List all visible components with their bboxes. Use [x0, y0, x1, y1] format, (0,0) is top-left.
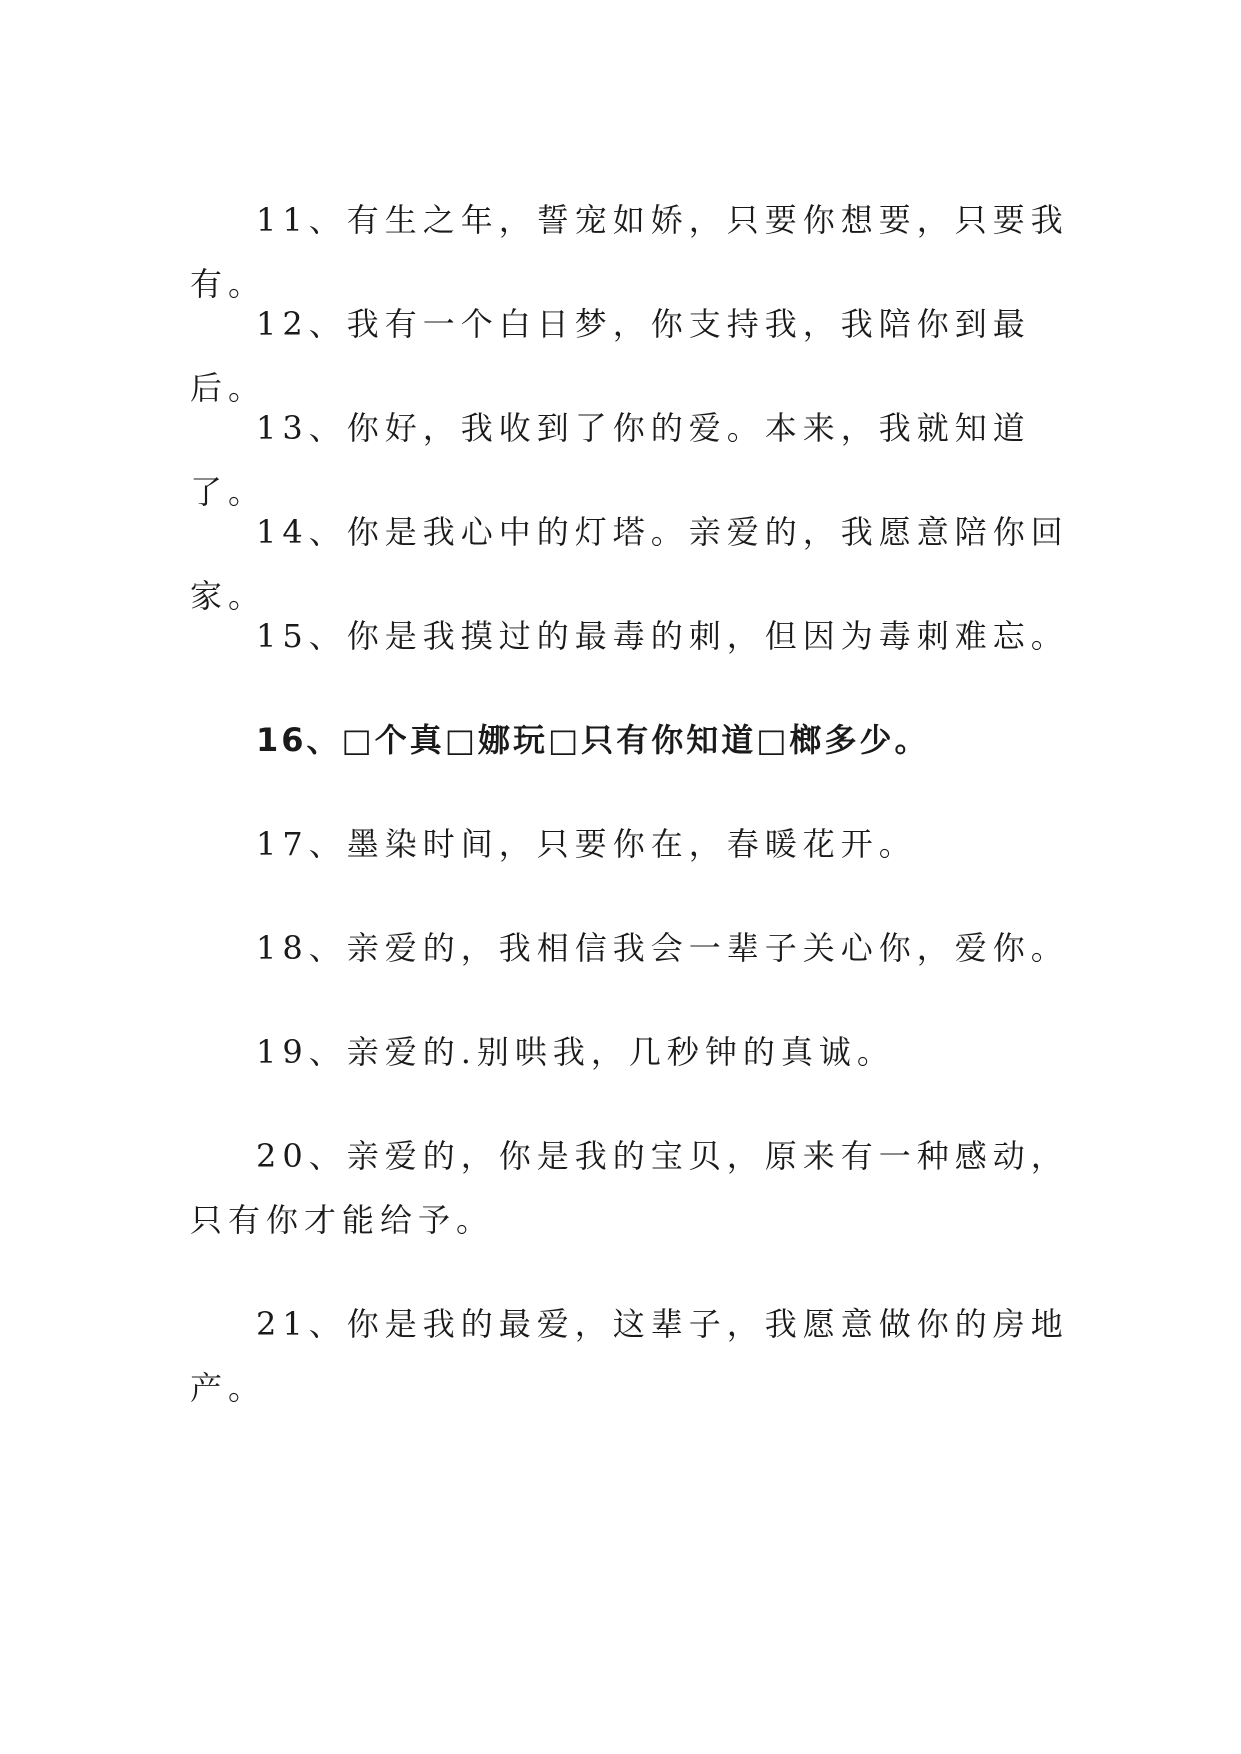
list-item: 18、亲爱的，我相信我会一辈子关心你，爱你。 — [256, 929, 1069, 967]
list-item: 19、亲爱的.别哄我，几秒钟的真诚。 — [256, 1033, 895, 1071]
list-item: 20、亲爱的，你是我的宝贝，原来有一种感动，只有你才能给予。 — [190, 1137, 1069, 1239]
list-item: 16、□个真□娜玩□只有你知道□榔多少。 — [256, 721, 930, 759]
list-item: 15、你是我摸过的最毒的刺，但因为毒刺难忘。 — [256, 617, 1069, 655]
list-item: 12、我有一个白日梦，你支持我，我陪你到最后。 — [190, 305, 1031, 407]
list-item: 13、你好，我收到了你的爱。本来，我就知道了。 — [190, 409, 1031, 511]
list-item: 11、有生之年，誓宠如娇，只要你想要，只要我有。 — [190, 201, 1069, 303]
list-item: 21、你是我的最爱，这辈子，我愿意做你的房地产。 — [190, 1305, 1069, 1407]
list-item: 14、你是我心中的灯塔。亲爱的，我愿意陪你回家。 — [190, 513, 1069, 615]
list-item: 17、墨染时间，只要你在，春暖花开。 — [256, 825, 917, 863]
